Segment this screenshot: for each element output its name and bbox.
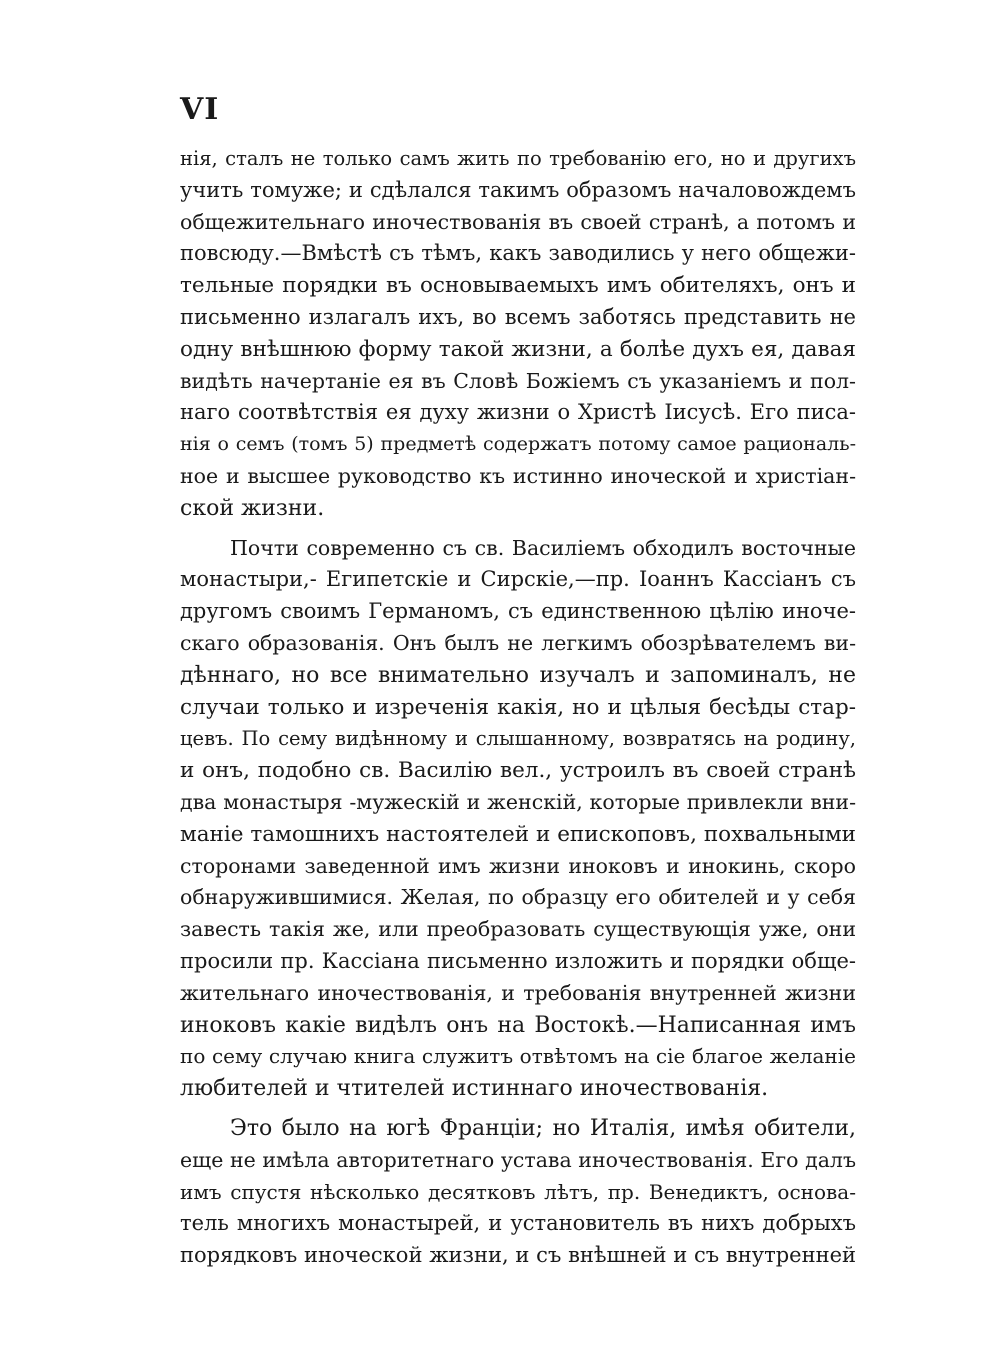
text-line: иноковъ какіе видѣлъ онъ на Востокѣ.—Написанная имъ <box>180 1012 856 1038</box>
body-text <box>180 143 856 1272</box>
paragraph-3 <box>180 1113 856 1272</box>
text-line: скаго образованія. Онъ былъ не легкимъ обозрѣвателемъ ви- <box>180 630 856 655</box>
text-line: учить томуже; и сдѣлался такимъ образомъ началовождемъ <box>180 177 856 202</box>
text-line: ской жизни. <box>180 495 325 521</box>
text-line: просили пр. Кассіана письменно изложить и порядки обще- <box>180 948 856 973</box>
text-line: случаи только и изреченія какія, но и цѣлыя бесѣды стар- <box>180 694 856 720</box>
text-line: сторонами заведенной имъ жизни иноковъ и инокинь, скоро <box>180 853 856 878</box>
paragraph-2 <box>180 533 856 1105</box>
text-line: дѣннаго, но все внимательно изучалъ и запоминалъ, не <box>180 662 856 688</box>
text-line: повсюду.—Вмѣстѣ съ тѣмъ, какъ заводились у него общежи- <box>180 241 856 266</box>
text-line: порядковъ иноческой жизни, и съ внѣшней и съ внутренней <box>180 1243 856 1268</box>
text-line: тель многихъ монастырей, и установитель въ нихъ добрыхъ <box>180 1211 856 1236</box>
text-line: общежительнаго иночествованія въ своей странѣ, а потомъ и <box>180 209 856 234</box>
text-line: тельные порядки въ основываемыхъ имъ обителяхъ, онъ и <box>180 273 856 299</box>
text-line: цевъ. По сему видѣнному и слышанному, возвратясь на родину, <box>180 727 856 751</box>
text-line: нія, сталъ не только самъ жить по требованію его, но и другихъ <box>180 147 856 170</box>
text-line: обнаружившимися. Желая, по образцу его обителей и у себя <box>180 885 856 910</box>
text-line: другомъ своимъ Германомъ, съ единственною цѣлію иноче- <box>180 599 856 624</box>
text-line: Почти современно съ св. Василіемъ обходилъ восточные <box>230 535 856 560</box>
text-line: завесть такія же, или преобразовать существующія уже, они <box>180 917 856 942</box>
page-number: VI <box>180 92 220 127</box>
text-line: видѣть начертаніе ея въ Словѣ Божіемъ съ указаніемъ и пол- <box>180 368 856 393</box>
text-line: маніе тамошнихъ настоятелей и епископовъ, похвальными <box>180 821 856 847</box>
text-line: монастыри,- Египетскіе и Сирскіе,—пр. Іоаннъ Кассіанъ съ <box>180 567 856 592</box>
paragraph-1 <box>180 143 856 525</box>
text-line: и онъ, подобно св. Василію вел., устроилъ въ своей странѣ <box>180 758 856 784</box>
text-line: два монастыря -мужескій и женскій, которые привлекли вни- <box>180 789 856 814</box>
text-line: имъ спустя нѣсколько десятковъ лѣтъ, пр. Венедиктъ, основа- <box>180 1179 856 1204</box>
text-line: по сему случаю книга служитъ отвѣтомъ на сіе благое желаніе <box>180 1044 856 1069</box>
text-line: еще не имѣла авторитетнаго устава иночествованія. Его далъ <box>180 1147 856 1172</box>
text-line: письменно излагалъ ихъ, во всемъ заботясь представить не <box>180 304 856 329</box>
text-line: жительнаго иночествованія, и требованія внутренней жизни <box>180 980 856 1005</box>
text-line: наго соотвѣтствія ея духу жизни о Христѣ Іисусѣ. Его писа- <box>180 400 856 425</box>
text-line: ное и высшее руководство къ истинно иноческой и христіан- <box>180 463 856 488</box>
text-line: нія о семъ (томъ 5) предметѣ содержатъ потому самое рациональ- <box>180 433 856 456</box>
text-line: одну внѣшнюю форму такой жизни, а болѣе духъ ея, давая <box>180 336 856 362</box>
text-line: любителей и чтителей истиннаго иночествованія. <box>180 1076 769 1102</box>
text-line: Это было на югѣ Франціи; но Италія, имѣя обители, <box>230 1115 856 1141</box>
